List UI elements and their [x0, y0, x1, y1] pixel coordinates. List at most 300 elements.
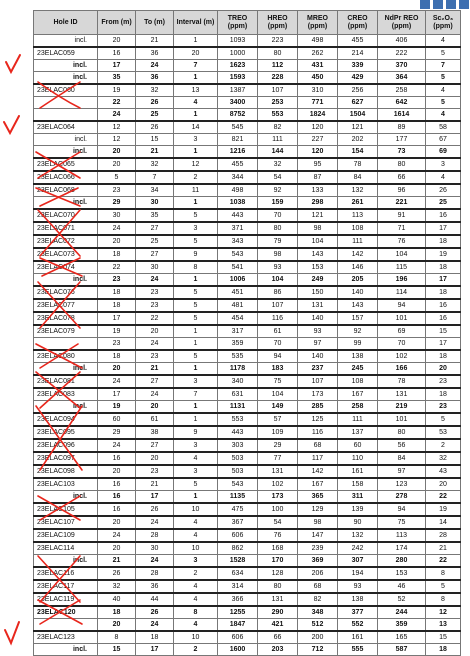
value-cell: 16: [426, 312, 461, 325]
column-header: To (m): [136, 11, 174, 35]
value-cell: 1: [174, 491, 218, 504]
value-cell: 194: [338, 567, 378, 580]
value-cell: 95: [298, 158, 338, 171]
value-cell: 129: [298, 503, 338, 516]
value-cell: 9: [174, 248, 218, 261]
hole-id-cell: 23ELAC109: [34, 529, 98, 542]
hole-id-cell: [34, 109, 98, 122]
value-cell: 26: [136, 97, 174, 109]
value-cell: 606: [218, 631, 258, 644]
table-row: [34, 248, 461, 261]
value-cell: 117: [298, 452, 338, 465]
value-cell: 15: [426, 631, 461, 644]
value-cell: 52: [378, 593, 426, 606]
table-row: [34, 158, 461, 171]
value-cell: 1255: [218, 606, 258, 619]
value-cell: 22: [426, 491, 461, 504]
value-cell: 222: [378, 47, 426, 60]
value-cell: 22: [426, 555, 461, 568]
value-cell: 1528: [218, 555, 258, 568]
hole-id-cell: 23ELAC105: [34, 503, 98, 516]
value-cell: 69: [378, 325, 426, 338]
value-cell: 311: [338, 491, 378, 504]
value-cell: 21: [98, 555, 136, 568]
column-header: Hole ID: [34, 11, 98, 35]
value-cell: 20: [98, 542, 136, 555]
value-cell: 1: [174, 35, 218, 48]
value-cell: 205: [338, 274, 378, 287]
hole-id-cell: incl.: [34, 274, 98, 287]
value-cell: 24: [136, 60, 174, 72]
value-cell: 587: [378, 644, 426, 656]
value-cell: 262: [298, 47, 338, 60]
value-cell: 170: [258, 555, 298, 568]
column-header: MREO (ppm): [298, 11, 338, 35]
value-cell: 93: [338, 580, 378, 593]
value-cell: 15: [426, 325, 461, 338]
value-cell: 166: [378, 363, 426, 376]
value-cell: 93: [258, 261, 298, 274]
value-cell: 26: [136, 606, 174, 619]
value-cell: 140: [338, 286, 378, 299]
value-cell: 165: [378, 631, 426, 644]
value-cell: 3: [426, 158, 461, 171]
value-cell: 1623: [218, 60, 258, 72]
value-cell: 712: [298, 644, 338, 656]
value-cell: 553: [218, 413, 258, 426]
table-row: [34, 452, 461, 465]
value-cell: 5: [426, 580, 461, 593]
value-cell: 821: [218, 134, 258, 146]
value-cell: 7: [174, 60, 218, 72]
value-cell: 258: [378, 84, 426, 97]
value-cell: 98: [258, 248, 298, 261]
hole-id-cell: incl.: [34, 644, 98, 656]
value-cell: 138: [338, 350, 378, 363]
value-cell: 606: [218, 529, 258, 542]
value-cell: 8: [174, 606, 218, 619]
hole-id-cell: 23ELAC116: [34, 567, 98, 580]
value-cell: 91: [378, 209, 426, 222]
value-cell: 17: [426, 274, 461, 287]
hole-id-cell: 23ELAC107: [34, 516, 98, 529]
value-cell: 19: [98, 325, 136, 338]
value-cell: 1216: [218, 146, 258, 159]
value-cell: 113: [338, 209, 378, 222]
table-row: [34, 631, 461, 644]
hole-id-cell: 23ELAC119: [34, 593, 98, 606]
value-cell: 84: [338, 171, 378, 184]
value-cell: 8: [426, 593, 461, 606]
value-cell: 221: [378, 197, 426, 210]
value-cell: 13: [426, 619, 461, 632]
value-cell: 2: [174, 644, 218, 656]
value-cell: 3: [174, 465, 218, 478]
value-cell: 5: [426, 413, 461, 426]
value-cell: 70: [258, 338, 298, 351]
value-cell: 89: [378, 121, 426, 134]
hole-id-cell: incl.: [34, 146, 98, 159]
value-cell: 93: [298, 325, 338, 338]
value-cell: 60: [98, 413, 136, 426]
value-cell: 1: [174, 401, 218, 414]
value-cell: 168: [258, 542, 298, 555]
value-cell: 18: [426, 350, 461, 363]
value-cell: 22: [136, 312, 174, 325]
value-cell: 30: [136, 197, 174, 210]
value-cell: 290: [258, 606, 298, 619]
value-cell: 66: [378, 171, 426, 184]
hole-id-cell: 23ELAC077: [34, 299, 98, 312]
value-cell: 4: [426, 35, 461, 48]
value-cell: 20: [98, 158, 136, 171]
value-cell: 111: [258, 134, 298, 146]
value-cell: 61: [258, 325, 298, 338]
table-header-row: [34, 11, 461, 35]
value-cell: 8752: [218, 109, 258, 122]
value-cell: 24: [98, 222, 136, 235]
value-cell: 24: [136, 516, 174, 529]
column-header: CREO (ppm): [338, 11, 378, 35]
column-header: HREO (ppm): [258, 11, 298, 35]
hole-id-cell: 23ELAC120: [34, 606, 98, 619]
value-cell: 75: [378, 516, 426, 529]
value-cell: 97: [298, 338, 338, 351]
value-cell: 132: [338, 184, 378, 197]
value-cell: 2: [174, 171, 218, 184]
value-cell: 8: [98, 631, 136, 644]
value-cell: 28: [426, 529, 461, 542]
hole-id-cell: incl.: [34, 197, 98, 210]
value-cell: 167: [298, 478, 338, 491]
value-cell: 20: [98, 35, 136, 48]
value-cell: 1: [174, 72, 218, 85]
value-cell: 29: [258, 439, 298, 452]
value-cell: 203: [258, 644, 298, 656]
value-cell: 143: [298, 248, 338, 261]
value-cell: 36: [136, 580, 174, 593]
table-row: [34, 542, 461, 555]
hole-id-cell: [34, 619, 98, 632]
hole-id-cell: [34, 338, 98, 351]
value-cell: 1847: [218, 619, 258, 632]
value-cell: 1614: [378, 109, 426, 122]
column-header: TREO (ppm): [218, 11, 258, 35]
value-cell: 173: [298, 388, 338, 401]
value-cell: 20: [174, 47, 218, 60]
value-cell: 642: [378, 97, 426, 109]
value-cell: 161: [338, 631, 378, 644]
value-cell: 30: [98, 209, 136, 222]
value-cell: 24: [98, 375, 136, 388]
value-cell: 475: [218, 503, 258, 516]
hole-id-cell: 23ELAC076: [34, 286, 98, 299]
value-cell: 15: [136, 134, 174, 146]
hole-id-cell: 23ELAC080: [34, 350, 98, 363]
value-cell: 481: [218, 299, 258, 312]
value-cell: 61: [136, 413, 174, 426]
hole-id-cell: 23ELAC068: [34, 184, 98, 197]
value-cell: 543: [218, 248, 258, 261]
value-cell: 631: [218, 388, 258, 401]
value-cell: 543: [218, 478, 258, 491]
value-cell: 150: [298, 286, 338, 299]
value-cell: 142: [298, 465, 338, 478]
value-cell: 454: [218, 312, 258, 325]
value-cell: 370: [378, 60, 426, 72]
value-cell: 344: [218, 171, 258, 184]
value-cell: 3: [174, 222, 218, 235]
value-cell: 116: [298, 426, 338, 439]
hole-id-cell: 23ELAC078: [34, 312, 98, 325]
value-cell: 1: [174, 413, 218, 426]
value-cell: 253: [258, 97, 298, 109]
table-row: [34, 325, 461, 338]
value-cell: 365: [298, 491, 338, 504]
value-cell: 120: [298, 121, 338, 134]
value-cell: 5: [174, 286, 218, 299]
value-cell: 771: [298, 97, 338, 109]
table-row: [34, 644, 461, 656]
value-cell: 161: [338, 465, 378, 478]
value-cell: 14: [174, 121, 218, 134]
value-cell: 92: [338, 325, 378, 338]
value-cell: 158: [338, 478, 378, 491]
value-cell: 82: [258, 121, 298, 134]
value-cell: 498: [218, 184, 258, 197]
value-cell: 154: [338, 146, 378, 159]
column-header: Sc₂O₃ (ppm): [426, 11, 461, 35]
value-cell: 146: [338, 261, 378, 274]
value-cell: 4: [174, 97, 218, 109]
table-row: [34, 60, 461, 72]
value-cell: 80: [258, 580, 298, 593]
table-row: [34, 222, 461, 235]
value-cell: 359: [218, 338, 258, 351]
value-cell: 139: [338, 503, 378, 516]
value-cell: 13: [174, 84, 218, 97]
value-cell: 132: [338, 529, 378, 542]
value-cell: 16: [98, 503, 136, 516]
value-cell: 862: [218, 542, 258, 555]
value-cell: 153: [378, 567, 426, 580]
value-cell: 1: [174, 338, 218, 351]
value-cell: 98: [298, 222, 338, 235]
value-cell: 12: [174, 158, 218, 171]
value-cell: 121: [338, 121, 378, 134]
value-cell: 371: [218, 222, 258, 235]
value-cell: 38: [136, 426, 174, 439]
value-cell: 14: [426, 516, 461, 529]
value-cell: 340: [218, 375, 258, 388]
table-row: [34, 491, 461, 504]
value-cell: 431: [298, 60, 338, 72]
hole-id-cell: [34, 97, 98, 109]
table-row: [34, 580, 461, 593]
table-row: [34, 134, 461, 146]
value-cell: 24: [136, 274, 174, 287]
value-cell: 90: [338, 516, 378, 529]
value-cell: 10: [174, 631, 218, 644]
value-cell: 96: [378, 184, 426, 197]
value-cell: 21: [426, 542, 461, 555]
value-cell: 5: [174, 312, 218, 325]
value-cell: 108: [338, 222, 378, 235]
table-row: [34, 299, 461, 312]
value-cell: 112: [258, 60, 298, 72]
value-cell: 5: [426, 47, 461, 60]
table-row: [34, 235, 461, 248]
column-header: Interval (m): [174, 11, 218, 35]
value-cell: 68: [298, 439, 338, 452]
value-cell: 17: [98, 388, 136, 401]
value-cell: 634: [218, 567, 258, 580]
value-cell: 30: [136, 261, 174, 274]
value-cell: 429: [338, 72, 378, 85]
value-cell: 244: [378, 606, 426, 619]
value-cell: 20: [136, 401, 174, 414]
hole-id-cell: 23ELAC123: [34, 631, 98, 644]
value-cell: 27: [136, 222, 174, 235]
value-cell: 18: [98, 350, 136, 363]
value-cell: 157: [338, 312, 378, 325]
value-cell: 57: [258, 413, 298, 426]
value-cell: 512: [298, 619, 338, 632]
value-cell: 174: [378, 542, 426, 555]
table-row: [34, 146, 461, 159]
value-cell: 80: [378, 426, 426, 439]
hole-id-cell: 23ELAC071: [34, 222, 98, 235]
value-cell: 367: [218, 516, 258, 529]
value-cell: 54: [258, 516, 298, 529]
value-cell: 36: [136, 72, 174, 85]
value-cell: 128: [258, 567, 298, 580]
value-cell: 303: [218, 439, 258, 452]
value-cell: 1178: [218, 363, 258, 376]
value-cell: 5: [174, 478, 218, 491]
value-cell: 86: [258, 286, 298, 299]
value-cell: 23: [426, 401, 461, 414]
value-cell: 214: [338, 47, 378, 60]
value-cell: 278: [378, 491, 426, 504]
value-cell: 24: [98, 439, 136, 452]
value-cell: 66: [258, 631, 298, 644]
value-cell: 498: [298, 35, 338, 48]
value-cell: 16: [98, 452, 136, 465]
table-row: [34, 109, 461, 122]
checkmark-icon: [4, 116, 19, 133]
value-cell: 23: [98, 274, 136, 287]
value-cell: 4: [174, 529, 218, 542]
value-cell: 18: [98, 248, 136, 261]
value-cell: 144: [258, 146, 298, 159]
table-row: [34, 286, 461, 299]
value-cell: 17: [426, 222, 461, 235]
table-row: [34, 312, 461, 325]
value-cell: 7: [174, 388, 218, 401]
value-cell: 98: [298, 516, 338, 529]
value-cell: 125: [298, 413, 338, 426]
value-cell: 23: [136, 286, 174, 299]
value-cell: 159: [258, 197, 298, 210]
value-cell: 206: [298, 567, 338, 580]
value-cell: 24: [136, 338, 174, 351]
value-cell: 138: [338, 593, 378, 606]
hole-id-cell: incl.: [34, 555, 98, 568]
value-cell: 202: [338, 134, 378, 146]
value-cell: 7: [136, 171, 174, 184]
value-cell: 4: [174, 619, 218, 632]
table-row: [34, 350, 461, 363]
value-cell: 364: [378, 72, 426, 85]
top-accent-bar: [420, 0, 470, 10]
value-cell: 100: [258, 503, 298, 516]
value-cell: 19: [426, 503, 461, 516]
value-cell: 53: [426, 426, 461, 439]
table-row: [34, 401, 461, 414]
value-cell: 18: [98, 299, 136, 312]
value-cell: 200: [298, 631, 338, 644]
value-cell: 3: [174, 555, 218, 568]
value-cell: 24: [136, 388, 174, 401]
value-cell: 167: [338, 388, 378, 401]
value-cell: 20: [136, 452, 174, 465]
value-cell: 21: [136, 363, 174, 376]
value-cell: 285: [298, 401, 338, 414]
value-cell: 29: [98, 426, 136, 439]
value-cell: 7: [426, 60, 461, 72]
value-cell: 114: [378, 286, 426, 299]
value-cell: 1135: [218, 491, 258, 504]
value-cell: 421: [258, 619, 298, 632]
value-cell: 80: [258, 222, 298, 235]
value-cell: 503: [218, 465, 258, 478]
value-cell: 20: [98, 465, 136, 478]
value-cell: 80: [258, 47, 298, 60]
hole-id-cell: 23ELAC066: [34, 171, 98, 184]
value-cell: 10: [174, 542, 218, 555]
value-cell: 4: [426, 109, 461, 122]
table-row: [34, 375, 461, 388]
value-cell: 310: [298, 84, 338, 97]
value-cell: 111: [338, 235, 378, 248]
value-cell: 555: [338, 644, 378, 656]
value-cell: 406: [378, 35, 426, 48]
table-row: [34, 84, 461, 97]
value-cell: 307: [338, 555, 378, 568]
value-cell: 249: [298, 274, 338, 287]
value-cell: 26: [136, 121, 174, 134]
value-cell: 26: [98, 567, 136, 580]
value-cell: 21: [136, 478, 174, 491]
value-cell: 1: [174, 146, 218, 159]
value-cell: 451: [218, 286, 258, 299]
value-cell: 107: [258, 299, 298, 312]
value-cell: 455: [218, 158, 258, 171]
value-cell: 56: [378, 439, 426, 452]
value-cell: 20: [136, 325, 174, 338]
value-cell: 70: [378, 338, 426, 351]
value-cell: 143: [338, 299, 378, 312]
value-cell: 223: [258, 35, 298, 48]
value-cell: 20: [98, 146, 136, 159]
hole-id-cell: 23ELAC079: [34, 325, 98, 338]
value-cell: 12: [98, 134, 136, 146]
value-cell: 239: [298, 542, 338, 555]
value-cell: 369: [298, 555, 338, 568]
value-cell: 60: [338, 439, 378, 452]
value-cell: 242: [338, 542, 378, 555]
